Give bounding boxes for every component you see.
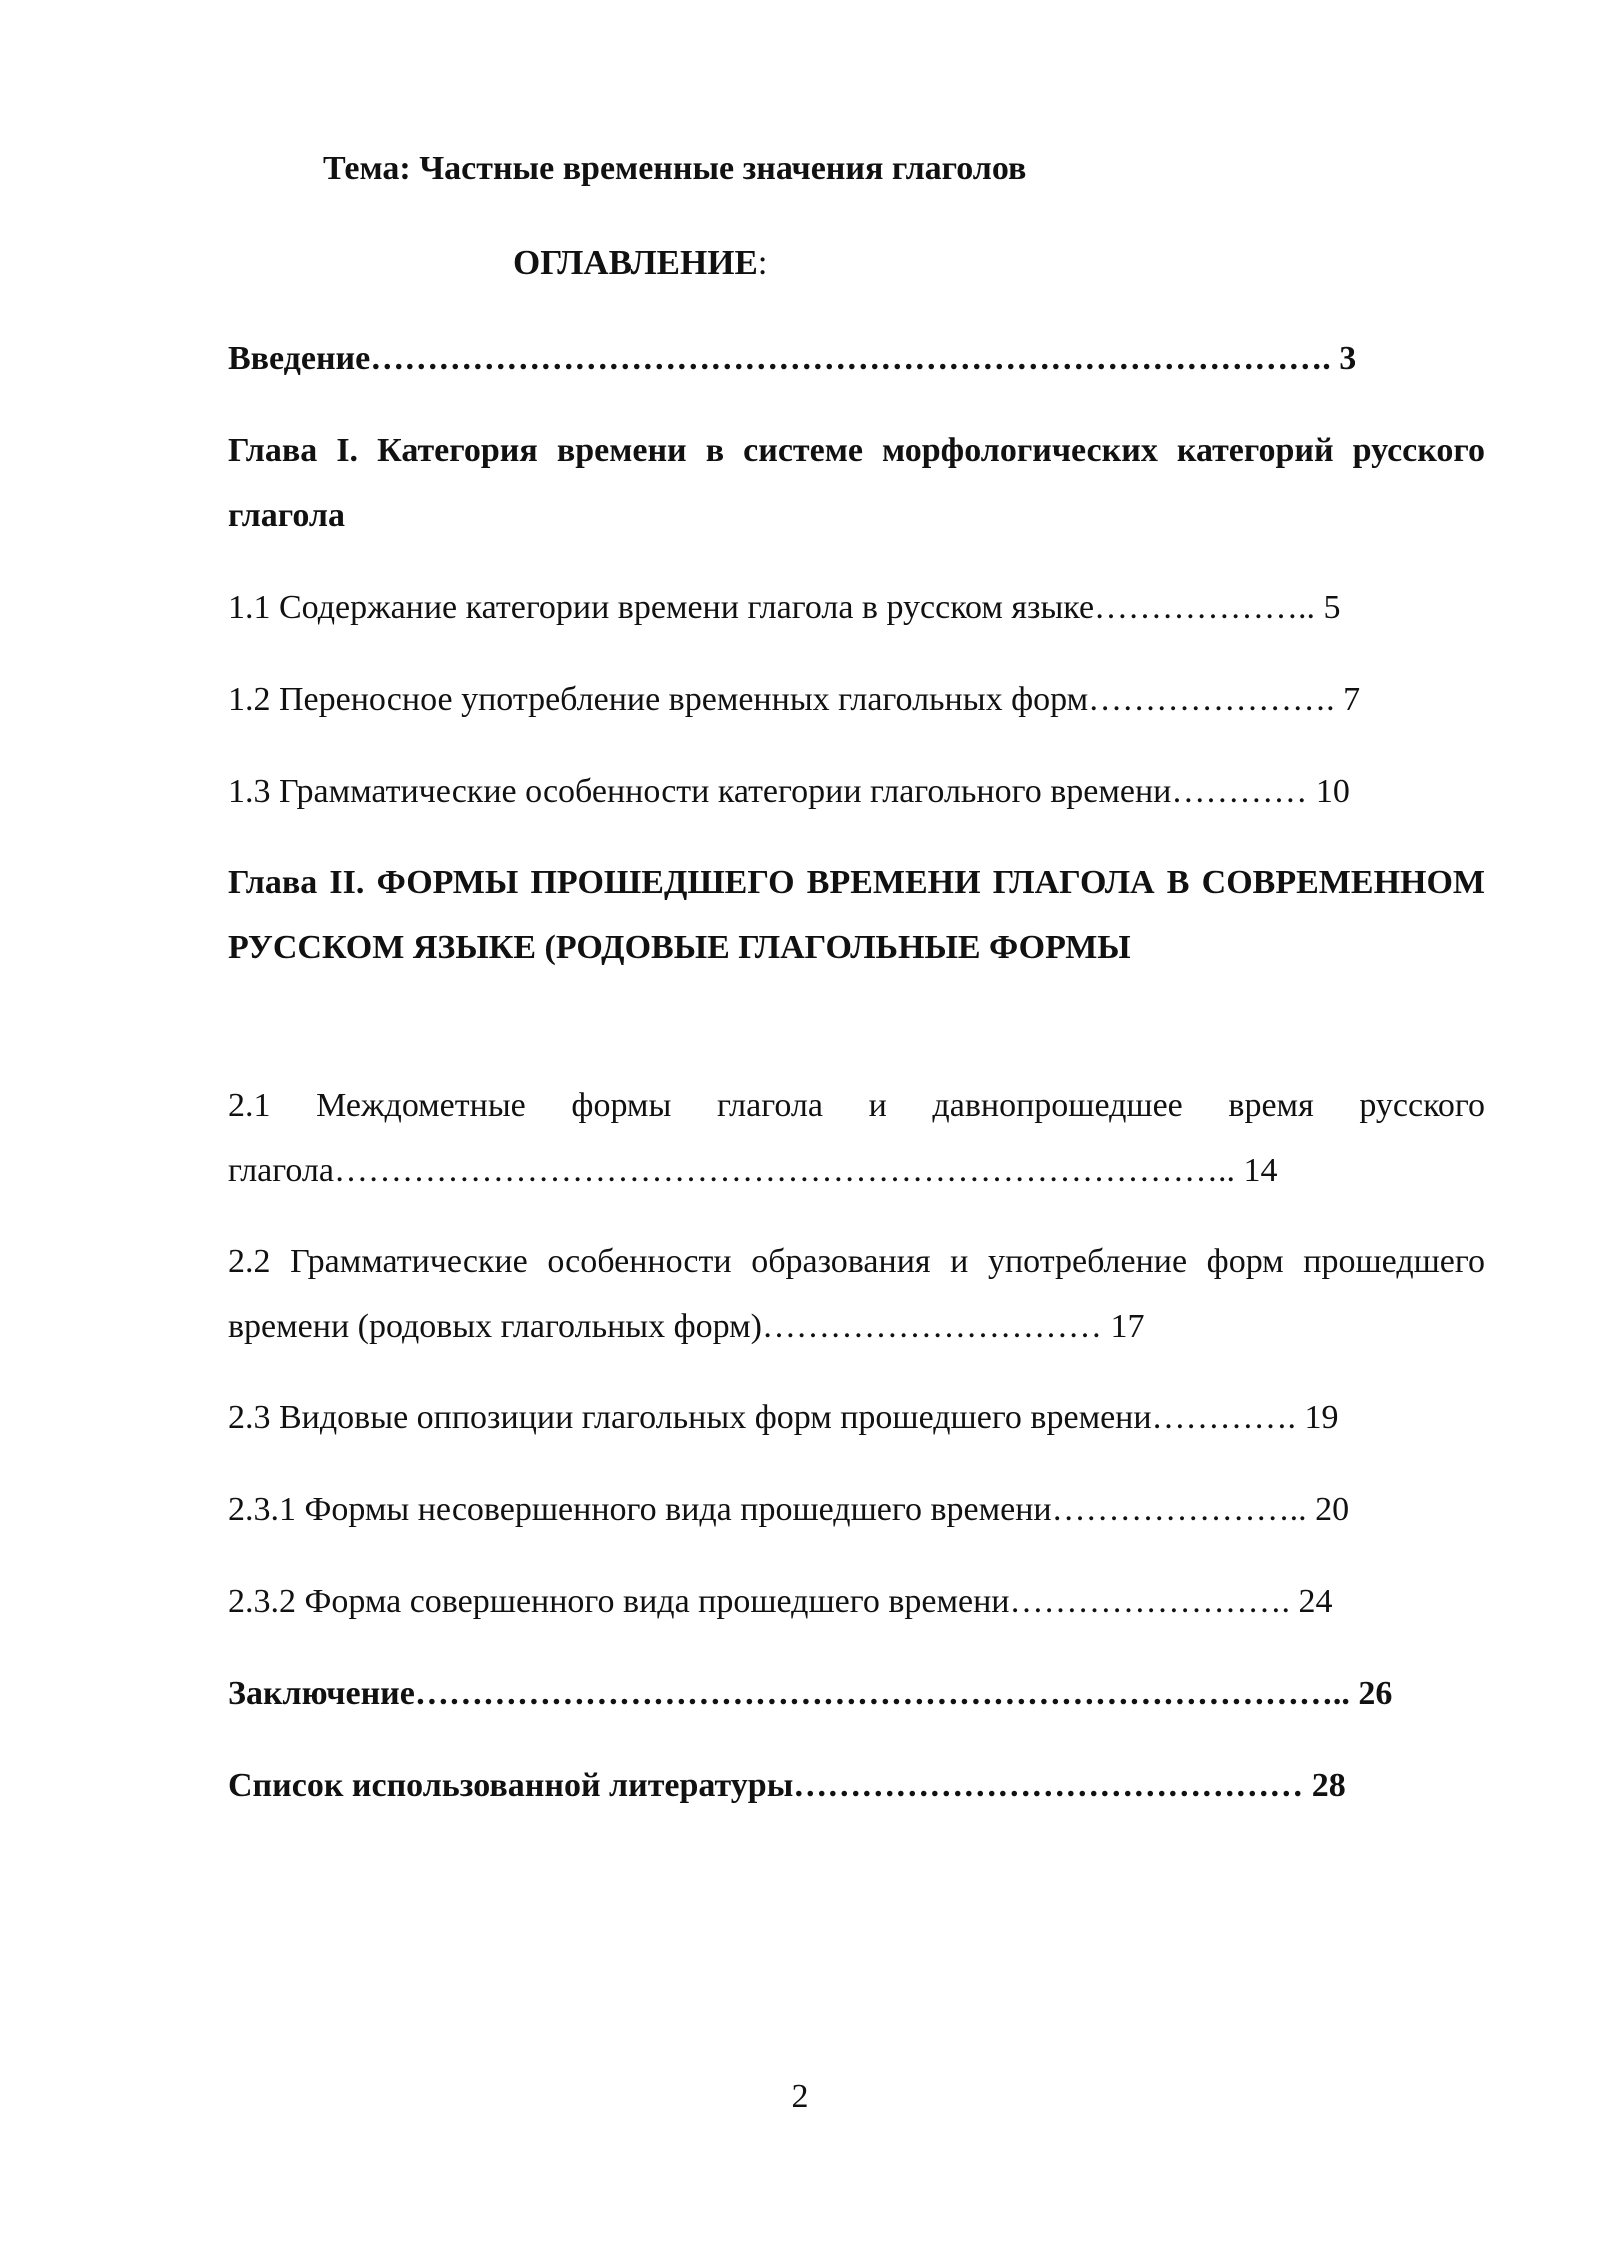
toc-entry-conclusion: Заключение……………………………………………………………………….. 26 — [228, 1675, 1393, 1712]
toc-entry-2-3-2: 2.3.2 Форма совершенного вида прошедшего времени……………………. 24 — [228, 1583, 1333, 1620]
toc-heading — [513, 243, 768, 283]
toc-entry-2-3: 2.3 Видовые оппозиции глагольных форм прошедшего времени…………. 19 — [228, 1399, 1339, 1436]
toc-entry-introduction: Введение…………………………………………………………………………. 3 — [228, 340, 1357, 377]
toc-entry-1-2: 1.2 Переносное употребление временных глагольных форм…………………. 7 — [228, 681, 1361, 718]
page-number: 2 — [791, 2078, 809, 2115]
toc-entry-2-3-1: 2.3.1 Формы несовершенного вида прошедшего времени………………….. 20 — [228, 1491, 1350, 1528]
document-theme-title: Тема: Частные временные значения глаголов — [323, 150, 1027, 187]
toc-heading-colon: : — [757, 243, 768, 282]
toc-entry-1-3: 1.3 Грамматические особенности категории глагольного времени………… 10 — [228, 773, 1350, 810]
toc-entry-chapter-2: Глава II. ФОРМЫ ПРОШЕДШЕГО ВРЕМЕНИ ГЛАГОЛА В СОВРЕМЕННОМ РУССКОМ ЯЗЫКЕ (РОДОВЫЕ ГЛАГОЛЬНЫЕ ФОРМЫ — [228, 864, 1485, 966]
toc-entry-1-1: 1.1 Содержание категории времени глагола в русском языке……………….. 5 — [228, 589, 1341, 626]
toc-entry-chapter-1: Глава I. Категория времени в системе морфологических категорий русского глагола — [228, 432, 1485, 534]
toc-heading-text: ОГЛАВЛЕНИЕ — [513, 243, 758, 282]
toc-entry-bibliography: Список использованной литературы……………………………………… 28 — [228, 1767, 1346, 1804]
toc-entry-2-1: 2.1 Междометные формы глагола и давнопрошедшее время русского глагола…………………………………………………………………….. 14 — [228, 1087, 1485, 1189]
toc-entry-2-2: 2.2 Грамматические особенности образования и употребление форм прошедшего времени (родовых глагольных форм)………………………… 17 — [228, 1243, 1485, 1345]
